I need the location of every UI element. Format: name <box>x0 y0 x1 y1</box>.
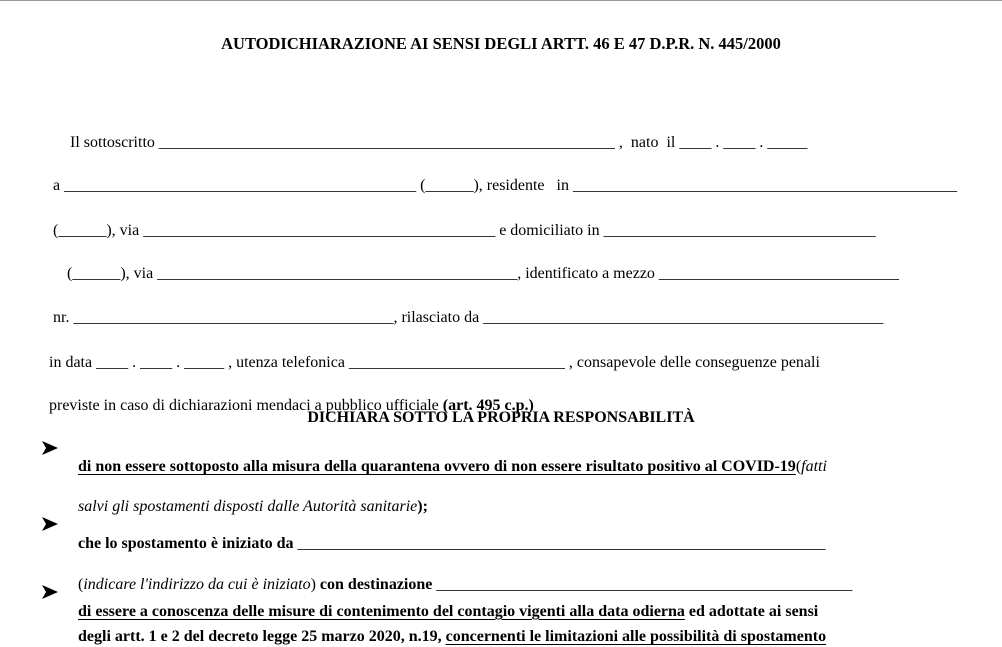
line-via-domicilio <box>59 244 899 282</box>
text-conoscenza: di essere a conoscenza delle misure di contenimento del contagio vigenti alla data odierna <box>78 603 685 620</box>
text-paren-dest-close: ) <box>310 576 320 593</box>
field-numero[interactable]: ________________________________________ <box>73 309 394 326</box>
line-via-residenza <box>45 201 876 239</box>
arrow-bullet-icon <box>40 438 62 458</box>
arrow-bullet-icon <box>40 582 62 602</box>
label-in-data: in data <box>49 354 97 371</box>
field-data-rilascio[interactable]: ____ . ____ . _____ <box>96 354 225 371</box>
bullet-quarantena <box>70 437 827 475</box>
bullet-conoscenza <box>70 582 819 620</box>
text-quarantena: di non essere sottoposto alla misura della quarantena ovvero di non essere risultato positivo al COVID-19 <box>78 458 796 475</box>
label-nato-il: , nato il <box>614 134 680 151</box>
field-residenza[interactable]: ________________________________________________ <box>572 177 957 194</box>
field-via-domicilio[interactable]: ____________________________________________ <box>157 265 510 282</box>
text-limitazioni: concernenti le limitazioni alle possibilità di spostamento <box>445 628 827 645</box>
line-data-rilascio <box>41 333 820 371</box>
line-sottoscritto <box>62 113 808 151</box>
field-telefono[interactable]: ___________________________ <box>348 354 565 371</box>
text-indicare: indicare l'indirizzo da cui è iniziato <box>83 576 311 593</box>
document-title: AUTODICHIARAZIONE AI SENSI DEGLI ARTT. 46 E 47 D.P.R. N. 445/2000 <box>221 34 781 53</box>
label-nr: nr. <box>53 309 74 326</box>
line-previste <box>41 376 534 414</box>
label-residente: (______), residente in <box>416 177 573 194</box>
label-a: a <box>53 177 65 194</box>
label-utenza: , utenza telefonica <box>224 354 349 371</box>
field-luogo-nascita[interactable]: ____________________________________________ <box>64 177 417 194</box>
text-adottate: ed adottate ai sensi <box>684 603 819 620</box>
label-destinazione: con destinazione <box>319 576 437 593</box>
field-domicilio[interactable]: __________________________________ <box>603 222 876 239</box>
line-numero-documento <box>45 288 884 326</box>
label-via: (______), via <box>53 222 144 239</box>
bullet-spostamento <box>70 514 826 552</box>
label-consapevole: , consapevole delle conseguenze penali <box>564 354 820 371</box>
field-rilasciato-da[interactable]: __________________________________________________ <box>483 309 884 326</box>
text-decreto: degli artt. 1 e 2 del decreto legge 25 marzo 2020, n.19, <box>78 628 446 645</box>
label-previste: previste in caso di dichiarazioni mendaci a pubblico ufficiale <box>49 397 443 414</box>
line-destinazione <box>70 555 853 593</box>
page-top-border <box>0 0 1002 1</box>
field-via-residenza[interactable]: ____________________________________________ <box>143 222 496 239</box>
label-domiciliato: e domiciliato in <box>495 222 604 239</box>
label-identificato: _, identificato a mezzo <box>509 265 659 282</box>
text-paren-dest-open: ( <box>78 576 84 593</box>
label-sottoscritto: Il sottoscritto <box>70 134 159 151</box>
text-paren-close: ); <box>417 498 428 515</box>
label-art-495: (art. 495 c.p.) <box>442 397 534 414</box>
line-luogo-nascita <box>45 156 957 194</box>
text-fatti: fatti <box>801 458 827 475</box>
text-paren-open: ( <box>795 458 802 475</box>
bullet-conoscenza-cont <box>70 607 827 645</box>
label-spostamento: che lo spostamento è iniziato da <box>78 535 298 552</box>
label-via-domicilio: (______), via <box>67 265 158 282</box>
bullet-quarantena-cont <box>70 477 428 515</box>
heading-dichiara: DICHIARA SOTTO LA PROPRIA RESPONSABILITÀ <box>307 409 695 426</box>
arrow-bullet-icon <box>40 514 62 534</box>
text-salvi: salvi gli spostamenti disposti dalle Autorità sanitarie <box>78 498 418 515</box>
field-indirizzo-partenza[interactable]: __________________________________________________________________ <box>297 535 826 552</box>
label-rilasciato: , rilasciato da <box>393 309 484 326</box>
field-destinazione[interactable]: ____________________________________________________ <box>436 576 853 593</box>
field-documento[interactable]: ______________________________ <box>658 265 899 282</box>
field-nome[interactable]: _________________________________________________________ <box>158 134 615 151</box>
field-data-nascita[interactable]: ____ . ____ . _____ <box>679 134 808 151</box>
